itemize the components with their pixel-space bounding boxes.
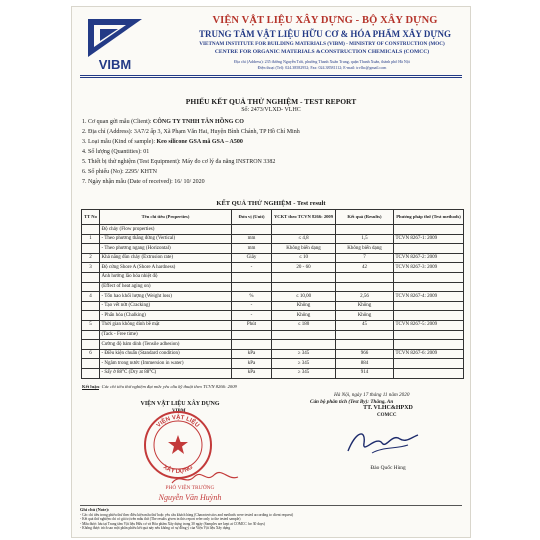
center-signature-sub: COMCC (377, 413, 397, 418)
cell-unit (232, 225, 272, 235)
cell-unit: - (232, 311, 272, 321)
cell-result (336, 330, 394, 340)
info-line: 3. Loại mẫu (Kind of sample): Keo silicone GSA mã GSA – A500 (82, 139, 243, 145)
info-line: 1. Cơ quan gửi mẫu (Client): CÔNG TY TNHH TÂN HỒNG CO (82, 119, 244, 125)
info-line: 2. Địa chỉ (Address): 3A7/2 ấp 3, Xã Phạm Văn Hai, Huyện Bình Chánh, TP Hồ Chí Minh (82, 129, 300, 135)
cell-method (394, 368, 464, 378)
cell-result: 884 (336, 359, 394, 369)
cell-method (394, 359, 464, 369)
cell-no: 4 (82, 292, 100, 302)
cell-no: 5 (82, 320, 100, 330)
cell-property: - Sấy ở 88°C (Dry at 88°C) (100, 368, 232, 378)
footer-note-line: - Không được trích sao một phần phiếu kết quả này nếu không có sự đồng ý của Viện Vật liệu Xây dựng (80, 526, 231, 531)
header-divider (80, 77, 462, 78)
footer-note-line: - Các chỉ tiêu trong phiếu thử theo điều kiện mẫu thử hoặc yêu cầu khách hàng (Characteristics and methods were tested according to client request) (80, 512, 294, 517)
cell-requirement (272, 272, 336, 282)
test-report-document (72, 7, 470, 537)
cell-requirement: Không (272, 311, 336, 321)
cell-result: 45 (336, 320, 394, 330)
cell-result (336, 340, 394, 350)
cell-method (394, 311, 464, 321)
cell-method (394, 340, 464, 350)
info-line: 6. Số phiếu (No): 2295/ KHTN (82, 169, 158, 175)
cell-result: 1,5 (336, 234, 394, 244)
cell-no (82, 244, 100, 254)
cell-requirement: Không (272, 301, 336, 311)
info-line: 7. Ngày nhận mẫu (Date of received): 16/ 10/ 2020 (82, 179, 205, 185)
vice-director-name: Nguyễn Văn Huỳnh (158, 493, 222, 502)
cell-no (82, 301, 100, 311)
cell-unit: Giây (232, 253, 272, 263)
col-header-result: Kết quả (Results) (336, 210, 394, 225)
footer-note-line: - Kết quả thử nghiệm chỉ có giá trị trên mẫu thử (The results given in this report refer only to the tested sample) (80, 517, 241, 522)
cell-result (336, 225, 394, 235)
cell-no (82, 340, 100, 350)
date-line: Hà Nội, ngày 17 tháng 11 năm 2020 (334, 392, 410, 398)
cell-method (394, 330, 464, 340)
cell-result: 966 (336, 349, 394, 359)
cell-unit: kPa (232, 349, 272, 359)
header-divider (80, 75, 462, 76)
contact-line: Điện thoại (Tel): 024.38582952; Fax: 024.38581112; E-mail: trvlhc@gmail.com (257, 65, 387, 70)
cell-no: 6 (82, 349, 100, 359)
table-header-row (82, 210, 464, 225)
cell-property: - Theo phương thẳng đứng (Vertical) (100, 234, 232, 244)
info-line: 5. Thiết bị thử nghiệm (Test Equipment): Máy đo cơ lý đa năng INSTRON 3382 (82, 159, 276, 165)
table-row (82, 263, 464, 273)
vice-director-title: PHÓ VIỆN TRƯỞNG (165, 485, 215, 491)
cell-property: - Tổn hao khối lượng (Weight loss) (100, 292, 232, 302)
center-head-signature (342, 425, 422, 459)
table-row (82, 225, 464, 235)
table-row (82, 330, 464, 340)
col-header-property: Tên chỉ tiêu (Properties) (100, 210, 232, 225)
table-row (82, 349, 464, 359)
cell-unit (232, 282, 272, 292)
cell-no (82, 272, 100, 282)
svg-text:VIỆN VẬT LIỆU: VIỆN VẬT LIỆU (155, 414, 201, 429)
report-title: PHIẾU KẾT QUẢ THỬ NGHIỆM - TEST REPORT (185, 97, 357, 106)
col-header-no: TT No (82, 210, 100, 225)
cell-method: TCVN 8267-6: 2009 (394, 349, 464, 359)
cell-property: - Theo phương ngang (Horizontal) (100, 244, 232, 254)
cell-requirement: 20 - 60 (272, 263, 336, 273)
info-line: 4. Số lượng (Quantities): 01 (82, 149, 150, 155)
col-header-requirement: YCKT theo TCVN 8266: 2009 (272, 210, 336, 225)
cell-method (394, 244, 464, 254)
cell-method: TCVN 8267-2: 2009 (394, 253, 464, 263)
cell-method (394, 282, 464, 292)
table-row (82, 368, 464, 378)
cell-property: Độ chảy (Flow properties) (100, 225, 232, 235)
table-row (82, 311, 464, 321)
cell-no (82, 368, 100, 378)
cell-property: (Effect of heat aging on) (100, 282, 232, 292)
center-name-vn: TRUNG TÂM VẬT LIỆU HỮU CƠ & HÓA PHẨM XÂY DỰNG (198, 29, 451, 39)
cell-unit: - (232, 263, 272, 273)
cell-no (82, 282, 100, 292)
table-row (82, 272, 464, 282)
cell-unit: Phút (232, 320, 272, 330)
cell-result: Không (336, 301, 394, 311)
cell-property: Ảnh hưởng lão hóa nhiệt độ (100, 272, 232, 282)
col-header-unit: Đơn vị (Unit) (232, 210, 272, 225)
cell-property: - Tạo vết nứt (Cracking) (100, 301, 232, 311)
cell-unit: mm (232, 234, 272, 244)
cell-result: 2,56 (336, 292, 394, 302)
cell-property: Cường độ bám dính (Tensile adhesion) (100, 340, 232, 350)
cell-requirement: ≥ 345 (272, 368, 336, 378)
cell-method: TCVN 8267-5: 2009 (394, 320, 464, 330)
cell-method: TCVN 8267-1: 2009 (394, 234, 464, 244)
cell-unit (232, 330, 272, 340)
analyst-line: Cán bộ phân tích (Test By): Thắng, An (310, 399, 394, 405)
cell-property: Thời gian không dính bề mặt (100, 320, 232, 330)
cell-unit: mm (232, 244, 272, 254)
cell-requirement: ≤ 10 (272, 253, 336, 263)
table-row (82, 292, 464, 302)
cell-no (82, 311, 100, 321)
institute-signature-sub: VIBM (172, 409, 186, 414)
cell-no (82, 225, 100, 235)
col-header-method: Phương pháp thử (Test methods) (394, 210, 464, 225)
cell-requirement (272, 225, 336, 235)
cell-property: Độ cứng Shore A (Shore A hardness) (100, 263, 232, 273)
table-row (82, 234, 464, 244)
cell-requirement (272, 340, 336, 350)
cell-unit (232, 340, 272, 350)
cell-result: 42 (336, 263, 394, 273)
cell-result (336, 272, 394, 282)
cell-property: (Tack - Free time) (100, 330, 232, 340)
conclusion: Kết luận: Các chỉ tiêu thử nghiệm đạt mức yêu cầu kỹ thuật theo TCVN 8266: 2009 (82, 384, 237, 389)
cell-requirement (272, 282, 336, 292)
cell-requirement: ≤ 10,00 (272, 292, 336, 302)
cell-requirement: ≥ 345 (272, 359, 336, 369)
cell-unit: - (232, 301, 272, 311)
cell-result: 7 (336, 253, 394, 263)
cell-property: - Điều kiện chuẩn (Standard condition) (100, 349, 232, 359)
logo-text: VIBM (98, 57, 132, 72)
table-row (82, 340, 464, 350)
cell-method: TCVN 8267-4: 2009 (394, 292, 464, 302)
cell-property: - Ngâm trong nước (Immersion in water) (100, 359, 232, 369)
vibm-logo (86, 17, 144, 73)
institute-name-vn: VIỆN VẬT LIỆU XÂY DỰNG - BỘ XÂY DỰNG (212, 15, 438, 26)
cell-method (394, 272, 464, 282)
cell-requirement: ≤ 180 (272, 320, 336, 330)
cell-requirement: ≤ 4,8 (272, 234, 336, 244)
cell-method: TCVN 8267-3: 2009 (394, 263, 464, 273)
cell-result: Không (336, 311, 394, 321)
footer-note-line: - Mẫu được lưu tại Trung tâm Vật liệu Hữu cơ và Hóa phẩm Xây dựng trong 30 ngày (Samples are kept at COMCC for 30 days) (80, 521, 265, 526)
table-row (82, 282, 464, 292)
cell-result (336, 282, 394, 292)
cell-property: Khả năng đùn chảy (Extrusion rate) (100, 253, 232, 263)
cell-result: 914 (336, 368, 394, 378)
svg-text:XÂY DỰNG: XÂY DỰNG (161, 464, 195, 476)
center-signature-title: TT. VLHC&HPXD (363, 405, 413, 411)
institute-name-en: VIETNAM INSTITUTE FOR BUILDING MATERIALS (VIBM) - MINISTRY OF CONSTRUCTION (MOC) (199, 41, 445, 47)
cell-unit: kPa (232, 359, 272, 369)
cell-method (394, 301, 464, 311)
address-line: Địa chỉ (Address): 235 đường Nguyễn Trãi, phường Thanh Xuân Trung, quận Thanh Xuân, thành phố Hà Nội (234, 59, 410, 64)
footer-notes (80, 505, 462, 531)
cell-unit: kPa (232, 368, 272, 378)
table-row (82, 244, 464, 254)
cell-no: 2 (82, 253, 100, 263)
center-head-name: Đào Quốc Hùng (370, 465, 406, 471)
cell-method (394, 225, 464, 235)
cell-unit: % (232, 292, 272, 302)
center-name-en: CENTRE FOR ORGANIC MATERIALS &CONSTRUCTION CHEMICALS (COMCC) (214, 49, 430, 55)
cell-requirement: ≥ 345 (272, 349, 336, 359)
table-row (82, 253, 464, 263)
cell-result: Không biến dạng (336, 244, 394, 254)
results-section-title: KẾT QUẢ THỬ NGHIỆM - Test result (216, 200, 326, 207)
institute-signature-title: VIỆN VẬT LIỆU XÂY DỰNG (140, 401, 220, 407)
cell-no (82, 359, 100, 369)
table-row (82, 320, 464, 330)
cell-no: 1 (82, 234, 100, 244)
report-number: Số: 2473/VLXD- VLHC (241, 107, 301, 113)
table-row (82, 301, 464, 311)
cell-unit (232, 272, 272, 282)
footer-label: Ghi chú (Note): (80, 508, 110, 512)
cell-requirement: Không biến dạng (272, 244, 336, 254)
cell-no (82, 330, 100, 340)
results-table (81, 209, 464, 379)
cell-property: - Phấn hóa (Chalking) (100, 311, 232, 321)
cell-requirement (272, 330, 336, 340)
cell-no: 3 (82, 263, 100, 273)
table-row (82, 359, 464, 369)
